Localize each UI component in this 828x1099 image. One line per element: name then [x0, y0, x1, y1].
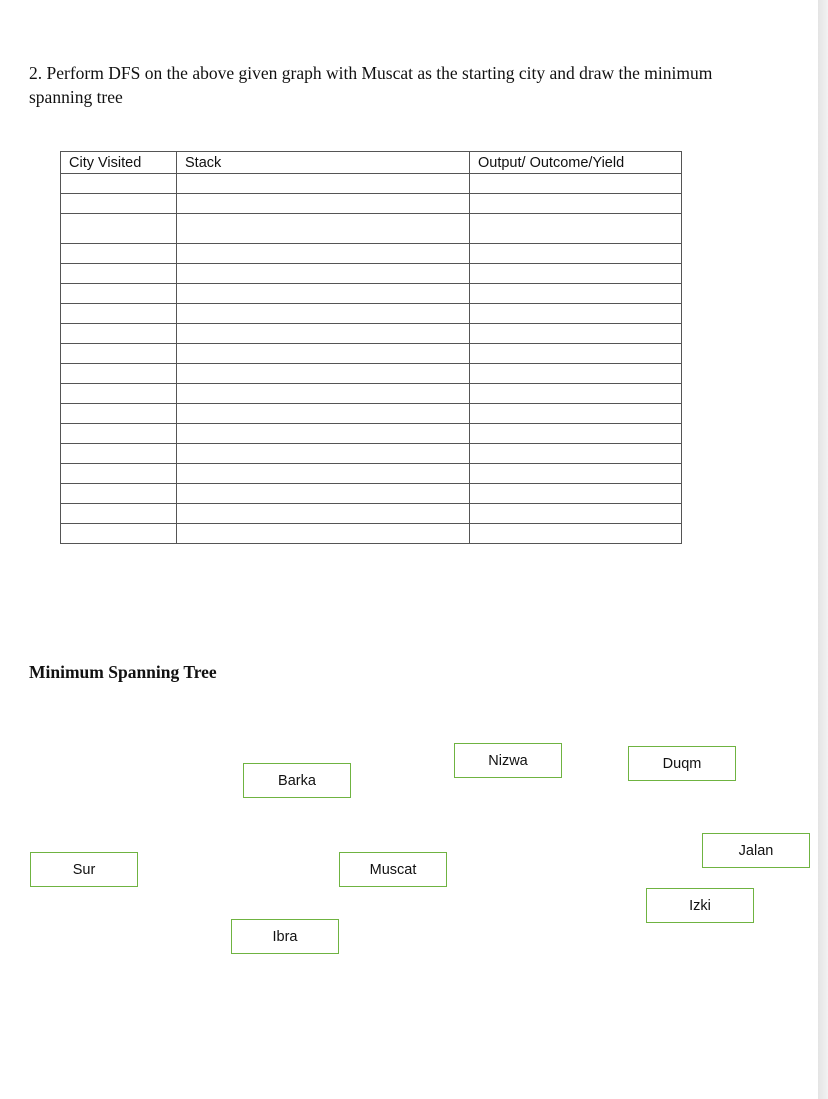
- table-row: [61, 284, 682, 304]
- table-row: [61, 484, 682, 504]
- table-cell: [61, 524, 177, 544]
- table-cell: [470, 214, 682, 244]
- table-cell: [61, 364, 177, 384]
- table-cell: [61, 504, 177, 524]
- table-row: [61, 384, 682, 404]
- mst-heading: Minimum Spanning Tree: [29, 662, 217, 682]
- table-cell: [177, 484, 470, 504]
- page-edge: [818, 0, 828, 1099]
- table-row: [61, 244, 682, 264]
- table-cell: [61, 324, 177, 344]
- header-stack: Stack: [177, 152, 470, 174]
- city-box-ibra: Ibra: [231, 919, 339, 954]
- table-row: [61, 524, 682, 544]
- table-cell: [61, 284, 177, 304]
- table-cell: [61, 304, 177, 324]
- table-cell: [61, 214, 177, 244]
- table-cell: [177, 404, 470, 424]
- question-text: 2. Perform DFS on the above given graph with Muscat as the starting city and draw the minimum spanning tree: [29, 63, 713, 107]
- header-city-visited: City Visited: [61, 152, 177, 174]
- table-row: [61, 304, 682, 324]
- table-row: [61, 214, 682, 244]
- table-cell: [470, 344, 682, 364]
- table-cell: [470, 324, 682, 344]
- table-cell: [177, 464, 470, 484]
- table-cell: [61, 444, 177, 464]
- table-cell: [177, 524, 470, 544]
- table-row: [61, 424, 682, 444]
- table-cell: [177, 324, 470, 344]
- table-cell: [470, 484, 682, 504]
- table-cell: [61, 424, 177, 444]
- table-row: [61, 504, 682, 524]
- table-cell: [470, 464, 682, 484]
- table-cell: [177, 244, 470, 264]
- table-cell: [177, 504, 470, 524]
- table-cell: [470, 404, 682, 424]
- city-box-sur: Sur: [30, 852, 138, 887]
- table-cell: [61, 344, 177, 364]
- table-cell: [61, 264, 177, 284]
- city-box-jalan: Jalan: [702, 833, 810, 868]
- table-cell: [177, 344, 470, 364]
- table-cell: [61, 194, 177, 214]
- table-cell: [177, 384, 470, 404]
- table-cell: [177, 424, 470, 444]
- table-row: [61, 194, 682, 214]
- table-cell: [470, 194, 682, 214]
- table-cell: [470, 384, 682, 404]
- table-cell: [177, 214, 470, 244]
- table-cell: [177, 444, 470, 464]
- table-cell: [470, 284, 682, 304]
- table-row: [61, 364, 682, 384]
- table-cell: [470, 364, 682, 384]
- table-cell: [470, 174, 682, 194]
- table-cell: [470, 504, 682, 524]
- table-row: [61, 444, 682, 464]
- table-header-row: [61, 152, 682, 174]
- table-cell: [470, 524, 682, 544]
- table-cell: [61, 404, 177, 424]
- table-cell: [470, 264, 682, 284]
- table-cell: [177, 194, 470, 214]
- table-cell: [177, 264, 470, 284]
- table-cell: [177, 304, 470, 324]
- table-cell: [61, 384, 177, 404]
- table-row: [61, 404, 682, 424]
- city-box-muscat: Muscat: [339, 852, 447, 887]
- table-cell: [470, 304, 682, 324]
- table-cell: [177, 364, 470, 384]
- table-row: [61, 344, 682, 364]
- table-cell: [61, 174, 177, 194]
- dfs-table: [60, 151, 682, 544]
- city-box-nizwa: Nizwa: [454, 743, 562, 778]
- table-cell: [61, 244, 177, 264]
- table-cell: [470, 424, 682, 444]
- table-row: [61, 264, 682, 284]
- table-cell: [177, 174, 470, 194]
- table-row: [61, 324, 682, 344]
- table-cell: [61, 484, 177, 504]
- city-box-izki: Izki: [646, 888, 754, 923]
- table-row: [61, 464, 682, 484]
- table-cell: [61, 464, 177, 484]
- table-cell: [470, 244, 682, 264]
- header-output: Output/ Outcome/Yield: [470, 152, 682, 174]
- city-box-barka: Barka: [243, 763, 351, 798]
- table-cell: [470, 444, 682, 464]
- city-box-duqm: Duqm: [628, 746, 736, 781]
- table-cell: [177, 284, 470, 304]
- table-row: [61, 174, 682, 194]
